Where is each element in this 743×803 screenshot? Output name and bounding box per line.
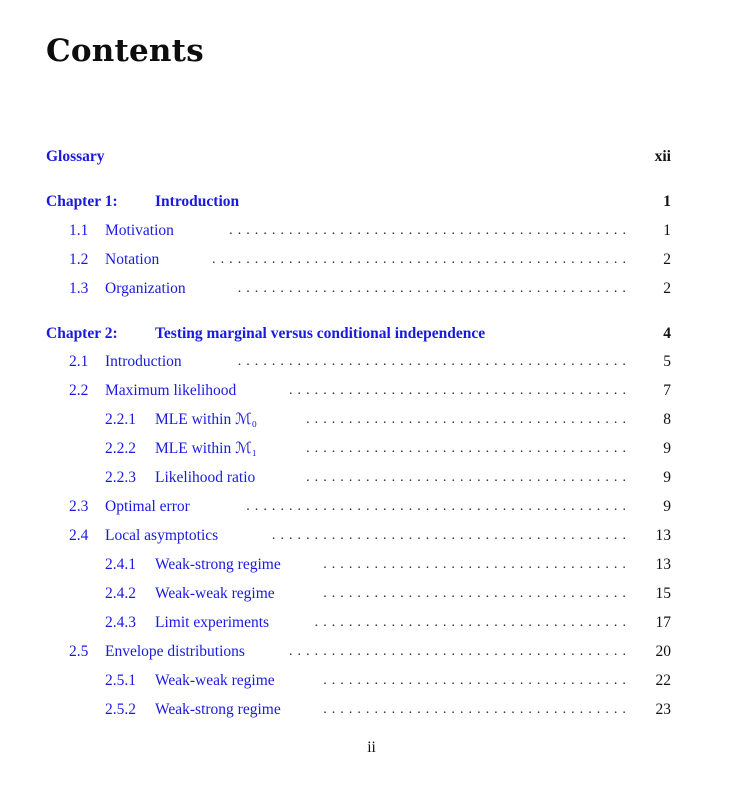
dot-leader: ..............................................: [237, 281, 631, 296]
toc-subsection-entry[interactable]: [0, 409, 743, 431]
dot-leader: ......................................: [306, 412, 631, 427]
toc-section-entry[interactable]: [0, 380, 743, 402]
toc-entry-title[interactable]: Introduction: [105, 353, 182, 370]
toc-entry-title[interactable]: Motivation: [105, 222, 174, 239]
toc-chapter-entry[interactable]: [0, 191, 743, 213]
dot-leader: ......................................: [306, 470, 631, 485]
toc-page-number[interactable]: 17: [655, 614, 671, 631]
toc-entry-number[interactable]: 2.5.1: [105, 672, 136, 689]
toc-entry-number[interactable]: 2.2: [69, 382, 89, 399]
toc-entry-number[interactable]: 2.4: [69, 527, 89, 544]
toc-entry-title[interactable]: Glossary: [46, 148, 105, 165]
toc-entry-number[interactable]: 2.5.2: [105, 701, 136, 718]
toc-entry-title[interactable]: Introduction: [155, 193, 240, 210]
dot-leader: .............................................: [246, 499, 631, 514]
toc-subsection-entry[interactable]: [0, 554, 743, 576]
toc-entry-title[interactable]: Weak-weak regime: [155, 585, 275, 602]
toc-page-number[interactable]: 9: [663, 498, 671, 515]
dot-leader: .................................................: [212, 252, 631, 267]
dot-leader: ....................................: [323, 702, 631, 717]
dot-leader: ..........................................: [271, 528, 631, 543]
toc-entry-title[interactable]: Organization: [105, 280, 186, 297]
toc-subsection-entry[interactable]: [0, 699, 743, 721]
dot-leader: ........................................: [289, 644, 631, 659]
toc-entry-title[interactable]: Envelope distributions: [105, 643, 245, 660]
toc-entry-number[interactable]: 2.2.2: [105, 440, 136, 457]
toc-subsection-entry[interactable]: [0, 612, 743, 634]
toc-page-number[interactable]: 2: [663, 280, 671, 297]
toc-entry-number[interactable]: 2.2.3: [105, 469, 136, 486]
page-number-footer: ii: [367, 739, 376, 756]
toc-entry-title[interactable]: Notation: [105, 251, 160, 268]
toc-entry-number[interactable]: 2.4.3: [105, 614, 136, 631]
toc-entry-number[interactable]: 2.4.1: [105, 556, 136, 573]
toc-entry-number[interactable]: 1.3: [69, 280, 89, 297]
toc-page-number[interactable]: 2: [663, 251, 671, 268]
toc-entry-number[interactable]: 2.1: [69, 353, 89, 370]
dot-leader: ....................................: [323, 557, 631, 572]
toc-section-entry[interactable]: [0, 278, 743, 300]
dot-leader: .....................................: [314, 615, 631, 630]
toc-subsection-entry[interactable]: [0, 467, 743, 489]
dot-leader: ..............................................: [237, 354, 631, 369]
toc-entry-title[interactable]: Maximum likelihood: [105, 382, 237, 399]
toc-page-number[interactable]: 23: [655, 701, 671, 718]
toc-section-entry[interactable]: [0, 220, 743, 242]
toc-subsection-entry[interactable]: [0, 583, 743, 605]
page-title: Contents: [46, 33, 204, 69]
toc-page-number[interactable]: 9: [663, 440, 671, 457]
toc-page-number[interactable]: xii: [654, 148, 671, 165]
toc-page-number[interactable]: 9: [663, 469, 671, 486]
toc-section-entry[interactable]: [0, 249, 743, 271]
dot-leader: ........................................: [289, 383, 631, 398]
toc-page-number[interactable]: 8: [663, 411, 671, 428]
toc-page-number[interactable]: 5: [663, 353, 671, 370]
toc-entry-number[interactable]: 2.5: [69, 643, 89, 660]
toc-chapter-entry[interactable]: [0, 323, 743, 345]
toc-entry-number[interactable]: 2.4.2: [105, 585, 136, 602]
toc-entry-title[interactable]: Testing marginal versus conditional independence: [155, 325, 486, 342]
toc-entry-title[interactable]: Weak-weak regime: [155, 672, 275, 689]
toc-entry-title[interactable]: Weak-strong regime: [155, 701, 281, 718]
toc-page-number[interactable]: 4: [663, 325, 671, 342]
dot-leader: ......................................: [306, 441, 631, 456]
toc-entry-number[interactable]: Chapter 2:: [46, 325, 118, 342]
toc-entry-title[interactable]: Weak-strong regime: [155, 556, 281, 573]
toc-page-number[interactable]: 15: [655, 585, 671, 602]
toc-page-number[interactable]: 13: [655, 556, 671, 573]
toc-entry-title[interactable]: MLE within ℳ₀: [155, 411, 258, 428]
toc-entry-title[interactable]: MLE within ℳ₁: [155, 440, 258, 457]
toc-page-number[interactable]: 7: [663, 382, 671, 399]
toc-entry-title[interactable]: Likelihood ratio: [155, 469, 256, 486]
dot-leader: ...............................................: [229, 223, 631, 238]
toc-entry-title[interactable]: Local asymptotics: [105, 527, 219, 544]
toc-section-entry[interactable]: [0, 496, 743, 518]
toc-section-entry[interactable]: [0, 525, 743, 547]
toc-section-entry[interactable]: [0, 351, 743, 373]
toc-section-entry[interactable]: [0, 641, 743, 663]
toc-page-number[interactable]: 1: [663, 193, 671, 210]
toc-entry-title[interactable]: Limit experiments: [155, 614, 270, 631]
toc-chapter-entry[interactable]: [0, 146, 743, 168]
toc-page-number[interactable]: 1: [663, 222, 671, 239]
toc-subsection-entry[interactable]: [0, 438, 743, 460]
toc-page-number[interactable]: 13: [655, 527, 671, 544]
toc-page-number[interactable]: 22: [655, 672, 671, 689]
toc-entry-number[interactable]: 2.2.1: [105, 411, 136, 428]
toc-entry-title[interactable]: Optimal error: [105, 498, 190, 515]
toc-entry-number[interactable]: Chapter 1:: [46, 193, 118, 210]
toc-subsection-entry[interactable]: [0, 670, 743, 692]
toc-entry-number[interactable]: 2.3: [69, 498, 89, 515]
toc-entry-number[interactable]: 1.2: [69, 251, 89, 268]
dot-leader: ....................................: [323, 586, 631, 601]
toc-entry-number[interactable]: 1.1: [69, 222, 89, 239]
dot-leader: ....................................: [323, 673, 631, 688]
toc-page-number[interactable]: 20: [655, 643, 671, 660]
